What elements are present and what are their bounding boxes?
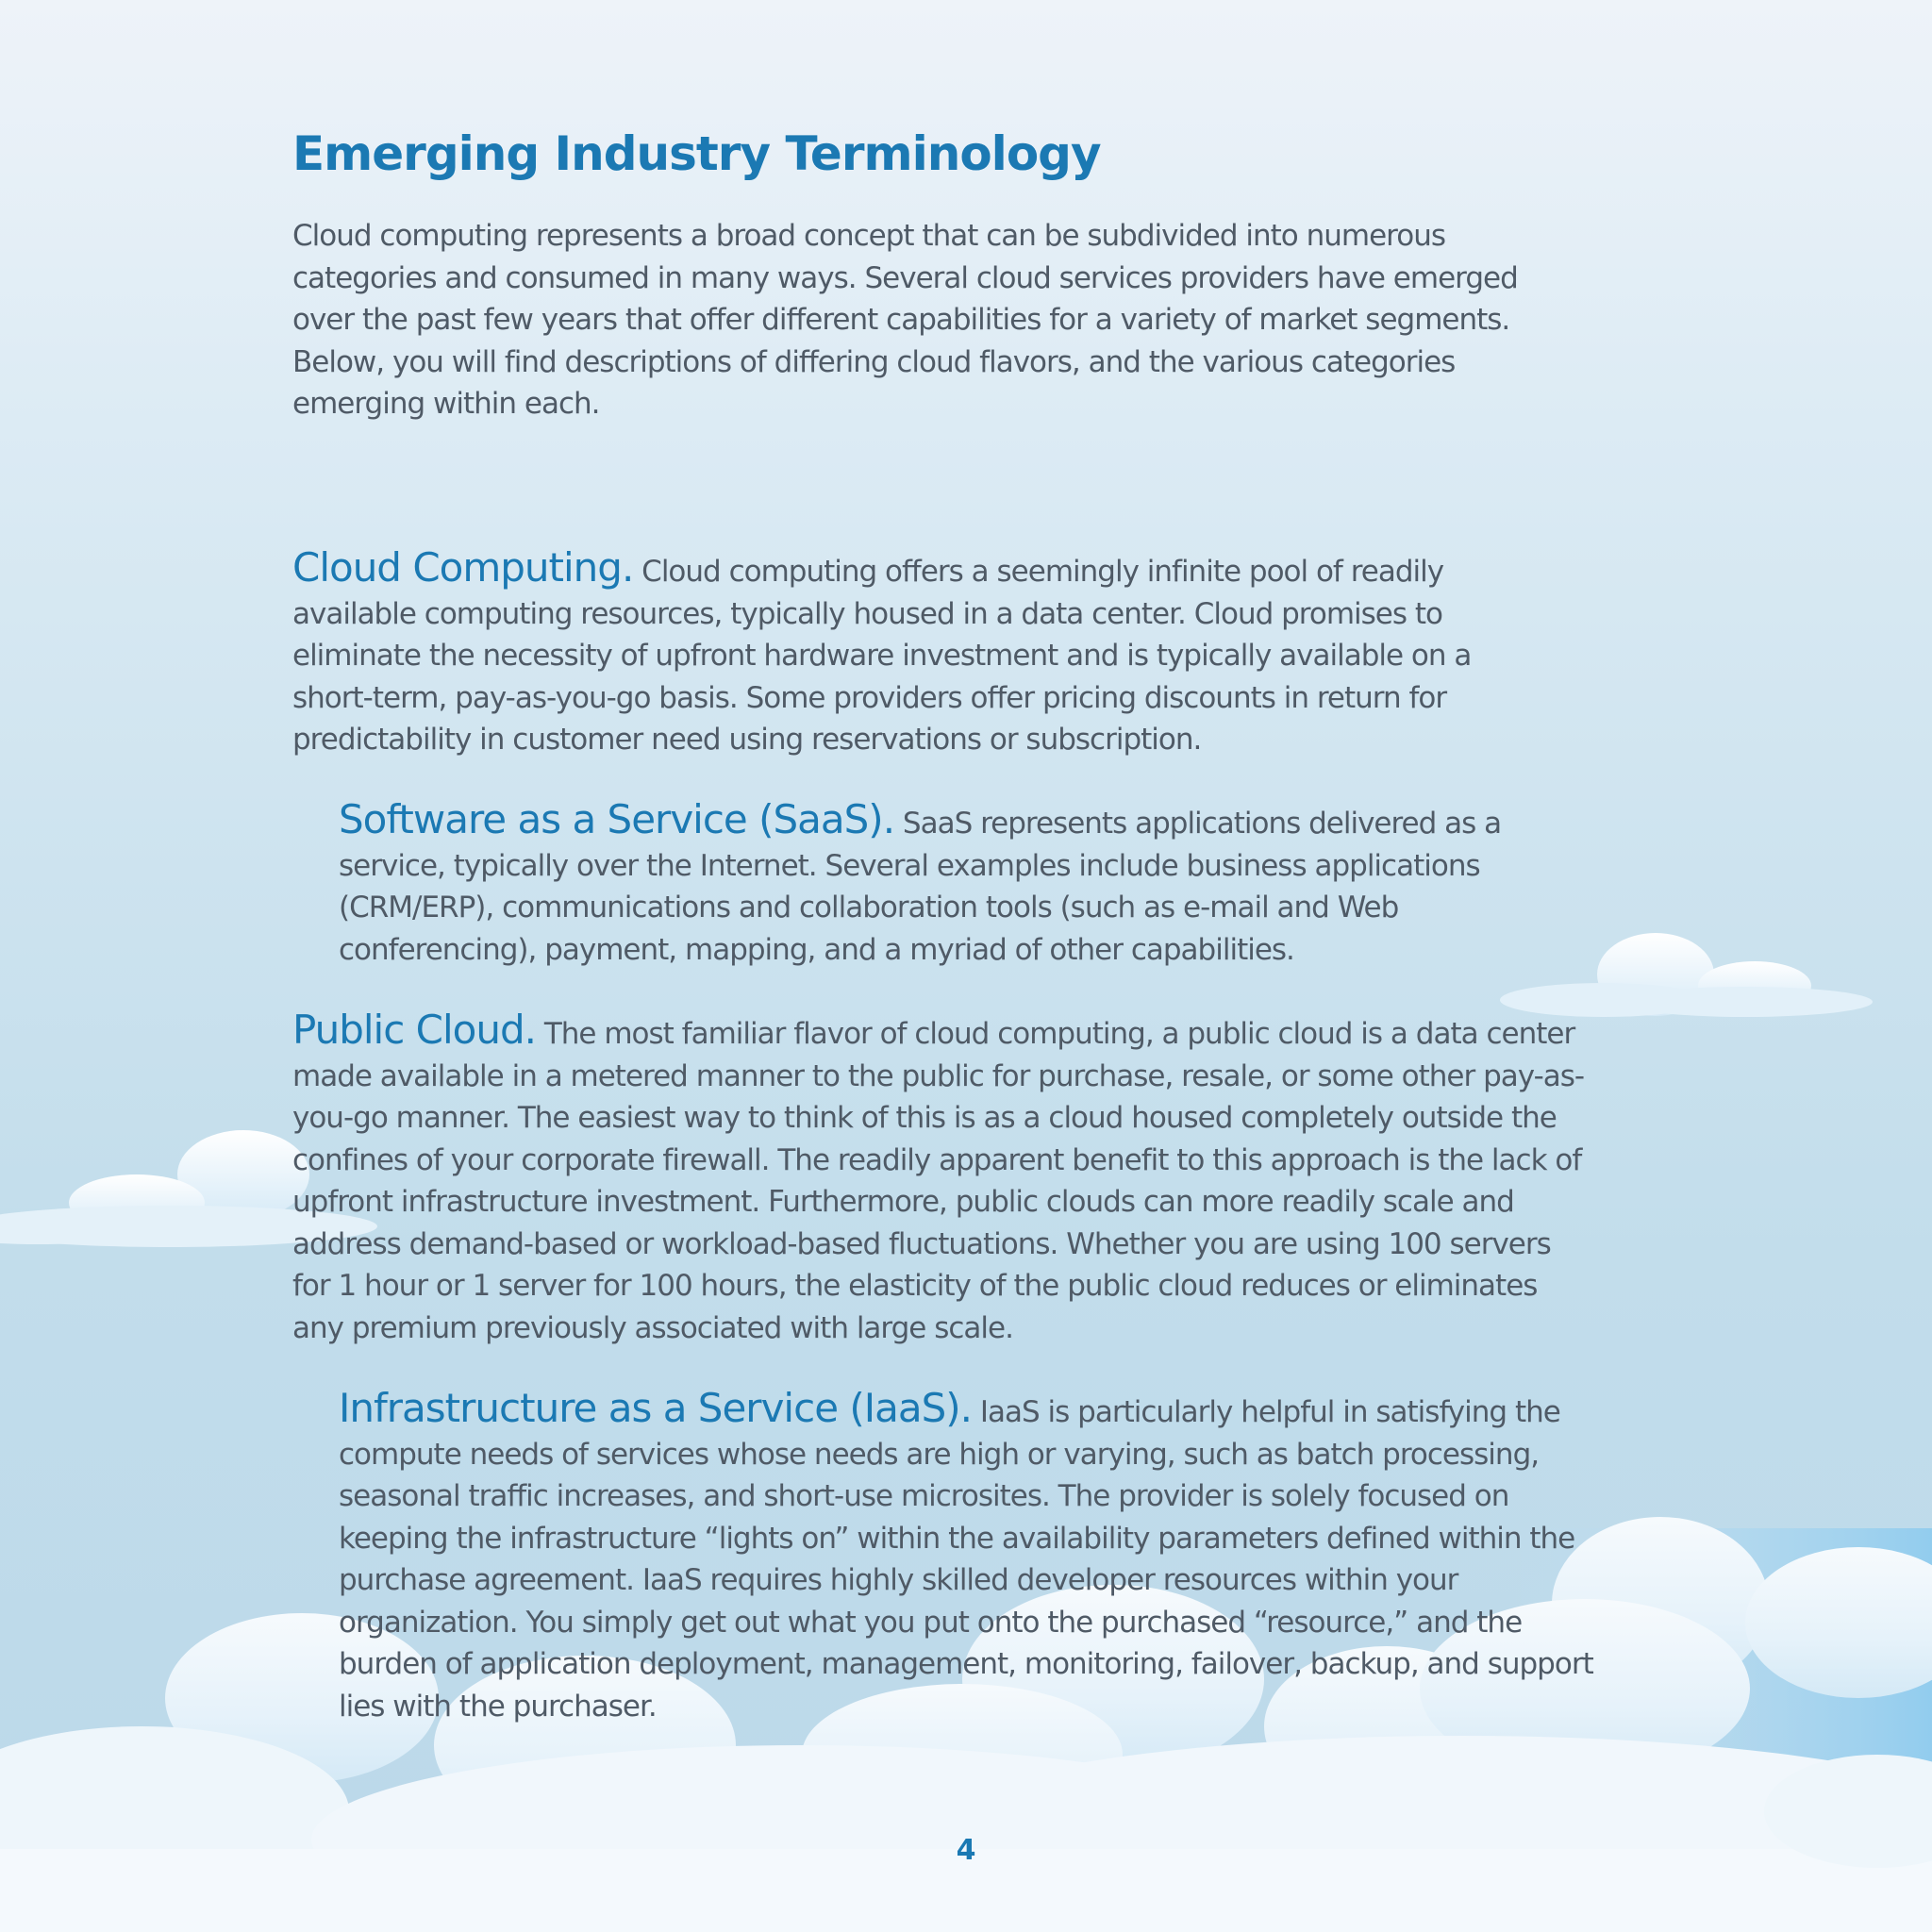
- page-number: 4: [956, 1834, 976, 1867]
- section-heading: Cloud Computing.: [292, 544, 634, 591]
- section-body: SaaS represents applications delivered as a service, typically over the Internet. Several examples include business applications (CRM/ERP), communications and collaboration tools (such as e-mail and Web conferencing), payment, mapping, and a myriad of other capabilities.: [339, 807, 1502, 967]
- content-column: [292, 121, 1593, 1724]
- section-iaas: [292, 1385, 1622, 1727]
- section-heading: Infrastructure as a Service (IaaS).: [339, 1385, 973, 1431]
- section-body: The most familiar flavor of cloud computing, a public cloud is a data center made available in a metered manner to the public for purchase, resale, or some other pay-as-you-go manner. The easiest way to think of this is as a cloud housed completely outside the confines of your corporate firewall. The readily apparent benefit to this approach is the lack of upfront infrastructure investment. Furthermore, public clouds can more readily scale and address demand-based or workload-based fluctuations. Whether you are using 100 servers for 1 hour or 1 server for 100 hours, the elasticity of the public cloud reduces or eliminates any premium previously associated with large scale.: [292, 1017, 1585, 1345]
- section-heading: Public Cloud.: [292, 1007, 536, 1053]
- section-body: IaaS is particularly helpful in satisfying the compute needs of services whose needs are high or varying, such as batch processing, seasonal traffic increases, and short-use microsites. The provider is solely focused on keeping the infrastructure “lights on” within the availability parameters defined within the purchase agreement. IaaS requires highly skilled developer resources within your organization. You simply get out what you put onto the purchased “resource,” and the burden of application deployment, management, monitoring, failover, backup, and support lies with the purchaser.: [339, 1395, 1593, 1724]
- page-title: Emerging Industry Terminology: [292, 126, 1101, 181]
- section-cloud-computing: [292, 544, 1557, 761]
- section-body: Cloud computing offers a seemingly infinite pool of readily available computing resources, typically housed in a data center. Cloud promises to eliminate the necessity of upfront hardware investment and is typically available on a short-term, pay-as-you-go basis. Some providers offer pricing discounts in return for predictability in customer need using reservations or subscription.: [292, 555, 1472, 757]
- intro-paragraph: Cloud computing represents a broad concept that can be subdivided into numerous categories and consumed in many ways. Several cloud services providers have emerged over the past few years that offer different capabilities for a variety of market segments. Below, you will find descriptions of differing cloud flavors, and the various categories emerging within each.: [292, 219, 1518, 421]
- section-heading: Software as a Service (SaaS).: [339, 796, 895, 842]
- section-public-cloud: [292, 1009, 1585, 1349]
- section-saas: [292, 796, 1584, 971]
